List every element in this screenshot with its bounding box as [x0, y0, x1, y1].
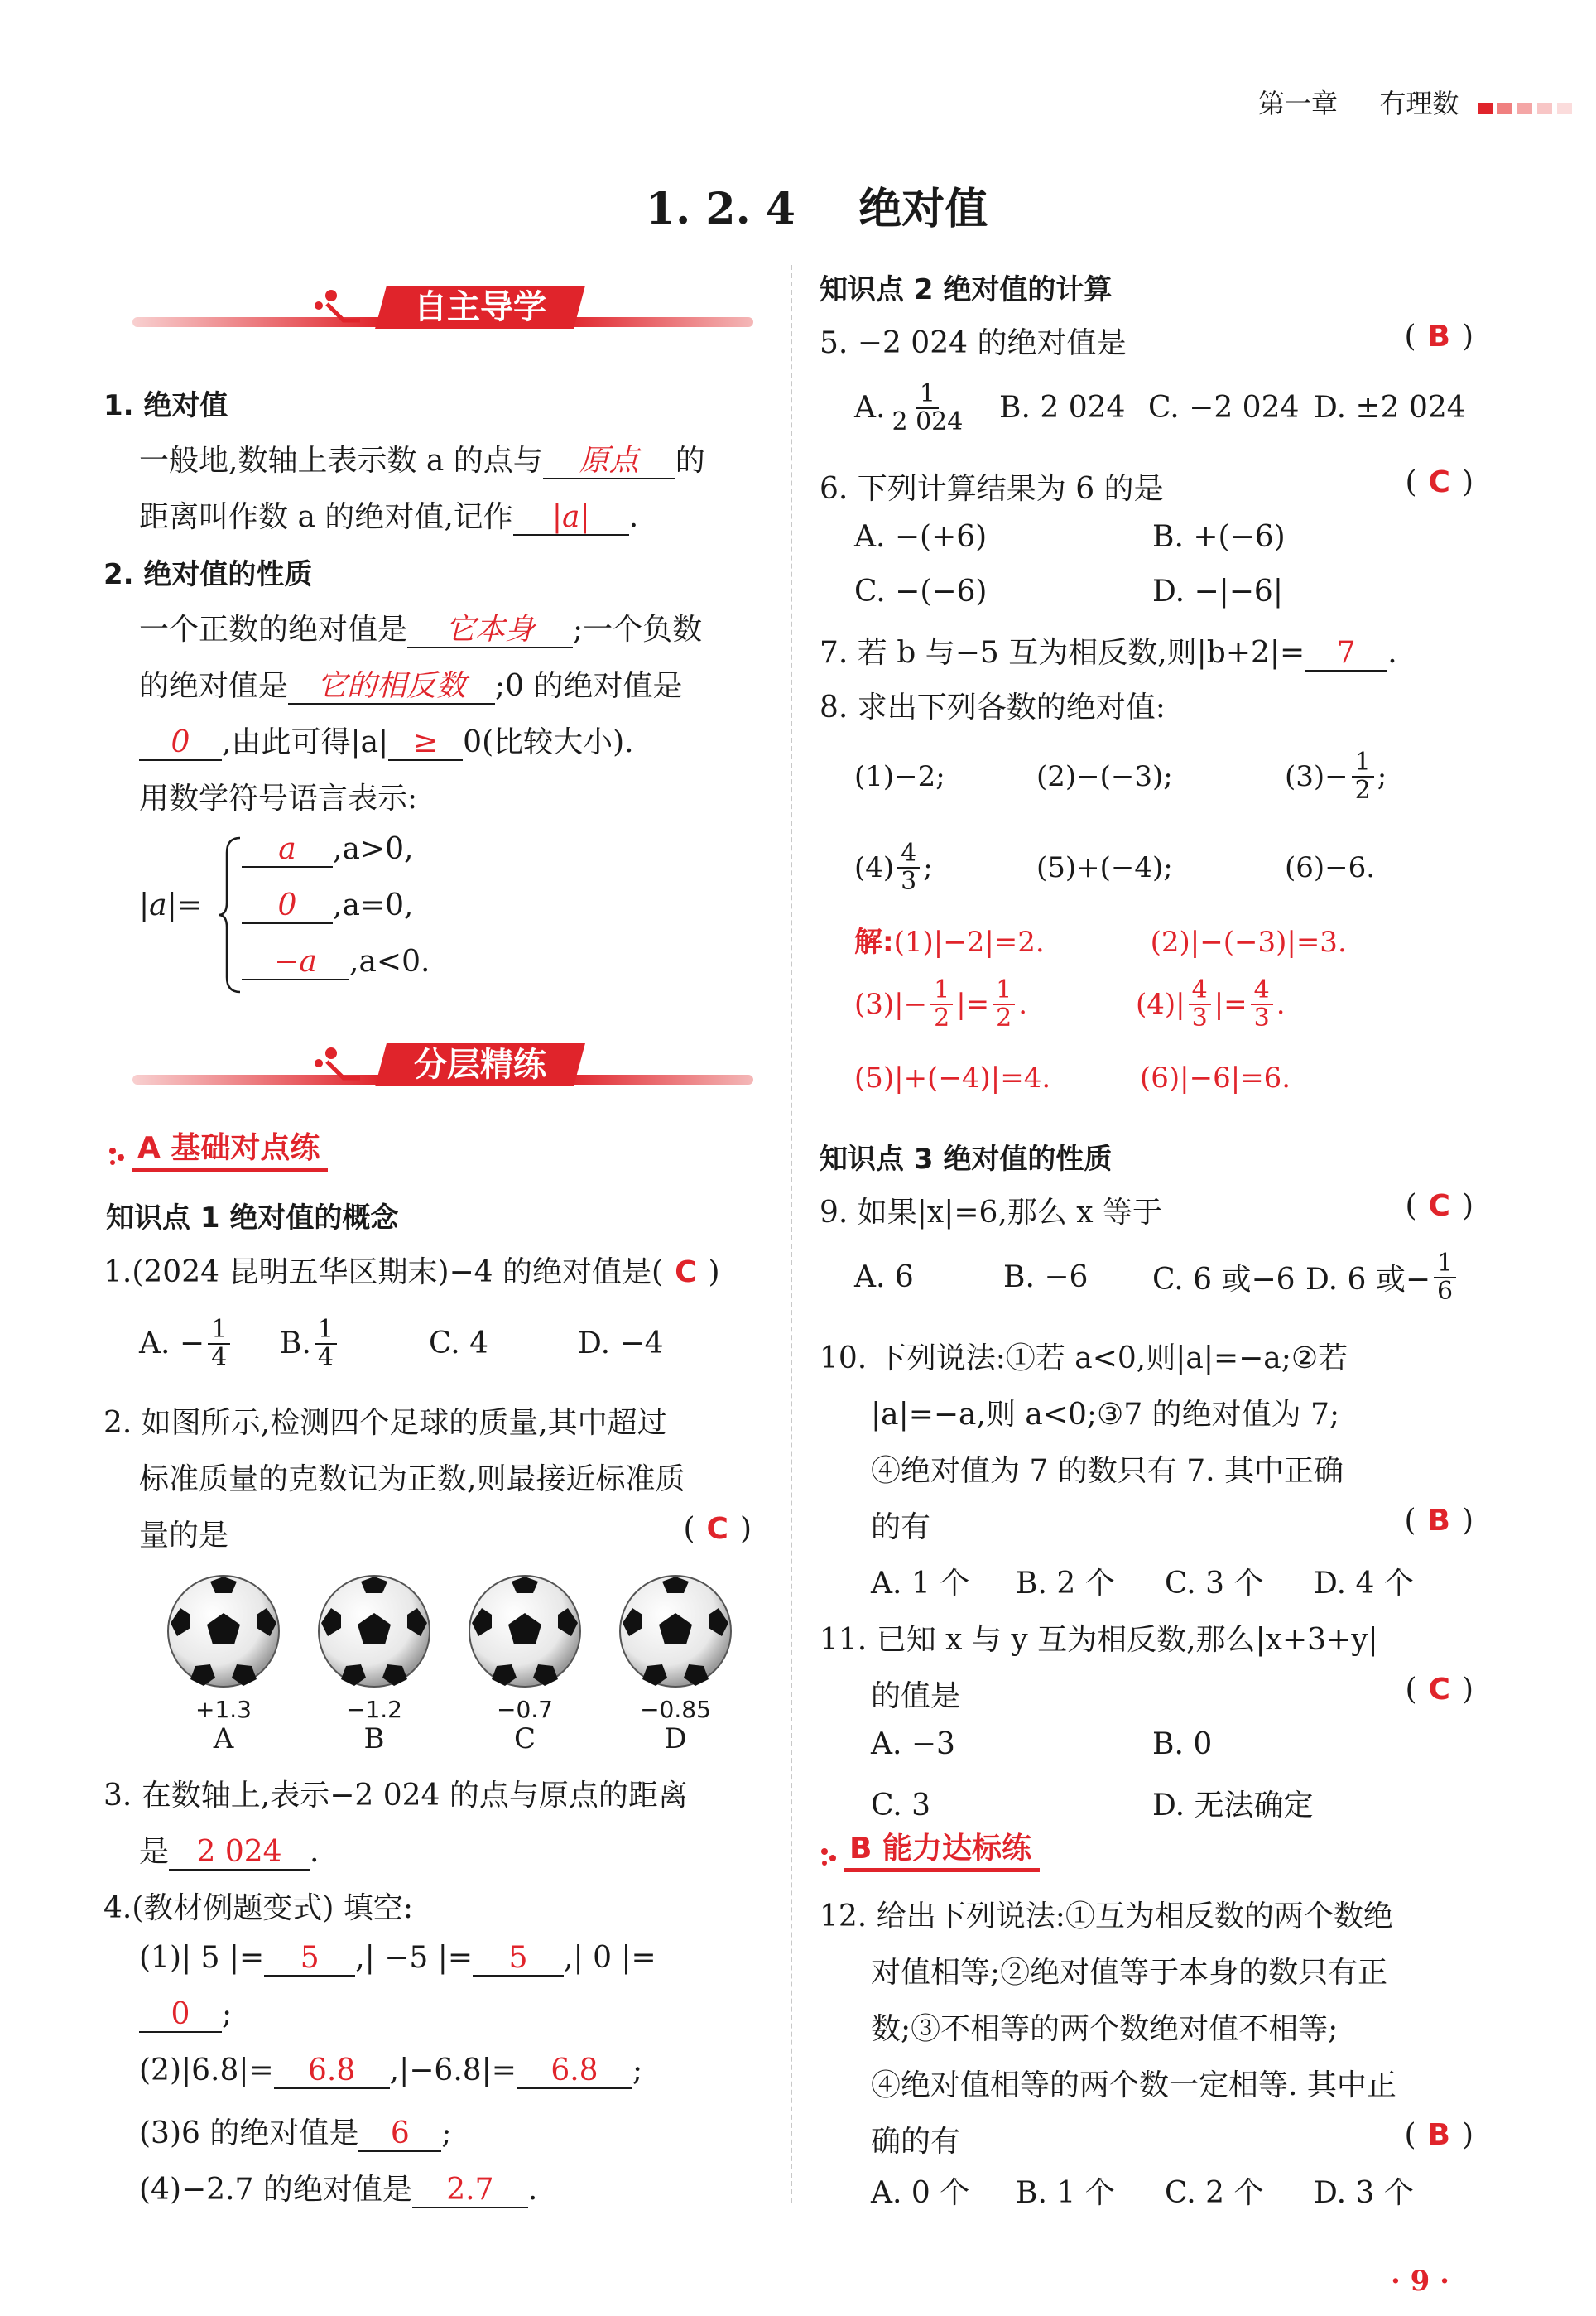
fraction: [993, 977, 1015, 1031]
ball-value: −1.2: [346, 1696, 402, 1723]
fraction: [315, 1317, 337, 1370]
def-line2: 距离叫作数 a 的绝对值,记作 |a| .: [139, 500, 639, 534]
q1-option-b-label: B.: [280, 1327, 311, 1360]
case1-cond: ,a>0,: [333, 832, 414, 866]
def-text2: 距离叫作数 a 的绝对值,记作: [139, 500, 513, 534]
q4-4: (4)−2.7 的绝对值是: [139, 2173, 412, 2207]
running-person-icon: [298, 1045, 364, 1086]
q9-option-a: A. 6: [854, 1260, 914, 1294]
q2-line3: [139, 1512, 752, 1554]
frac-num: 1: [1352, 749, 1374, 778]
q4-4-line: (4)−2.7 的绝对值是 2.7 .: [139, 2173, 538, 2207]
section-b-label: B 能力达标练: [849, 1832, 1031, 1866]
case3-cond: ,a<0.: [349, 945, 430, 979]
case2-cond: ,a=0,: [333, 888, 414, 922]
blank-notation: |a|: [513, 501, 629, 536]
ball-label: A: [213, 1722, 234, 1755]
frac-num: 1: [208, 1317, 230, 1345]
blank-q3: 2 024: [169, 1836, 310, 1871]
page-title: [646, 174, 988, 236]
frac-num: 1: [315, 1317, 337, 1345]
fraction: [208, 1317, 230, 1370]
q12-line5: [871, 2118, 1473, 2160]
frac-num: 1: [916, 381, 939, 409]
frac-den: 4: [317, 1342, 334, 1372]
q5-options: [854, 381, 1466, 435]
q12-line1: 12. 给出下列说法:①互为相反数的两个数绝: [820, 1900, 1393, 1933]
section-dots-icon: [820, 1840, 846, 1860]
q8-item3: (3)− $\frac{1}{2}$ ;: [1285, 748, 1387, 805]
q10-option-d: D. 4 个: [1314, 1567, 1414, 1601]
q9-option-d: [1305, 1250, 1459, 1304]
prop-line4: 用数学符号语言表示:: [139, 782, 418, 816]
q11-option-b: B. 0: [1152, 1727, 1213, 1761]
q8-row2: [854, 840, 1375, 894]
blank-q4-1c: 0: [139, 1998, 222, 2033]
q12-line3: 数;③不相等的两个数绝对值不相等;: [871, 2012, 1339, 2046]
q8-item3-label: (3)−: [1285, 759, 1348, 793]
frac-den: 3: [1253, 1003, 1270, 1033]
q5-answer-paren: ( B ): [1404, 320, 1473, 354]
q1-option-c: C. 4: [429, 1327, 489, 1360]
soccer-ball-icon: [467, 1573, 583, 1689]
q12-option-a: A. 0 个: [871, 2176, 970, 2210]
blank-case1: a: [242, 833, 333, 868]
blank-q4-1a: 5: [264, 1942, 355, 1977]
q9-stem: [820, 1189, 1473, 1231]
q10-line3: ④绝对值为 7 的数只有 7. 其中正确: [871, 1454, 1344, 1488]
q8-item6: (6)−6.: [1285, 850, 1376, 884]
banner-practice-label: 分层精练: [414, 1046, 546, 1084]
q9-option-c: C. 6 或−6: [1152, 1263, 1296, 1297]
column-divider: [791, 265, 792, 2203]
q4-3-line: (3)6 的绝对值是 6 ;: [139, 2116, 452, 2150]
q7-line: 7. 若 b 与−5 互为相反数,则|b+2|= 7 .: [820, 636, 1397, 670]
q4-1a: (1)| 5 |=: [139, 1941, 265, 1975]
q1-option-d: D. −4: [578, 1327, 664, 1360]
q6-answer: C: [1428, 465, 1450, 499]
heading-absolute-value: 1. 绝对值: [103, 389, 228, 422]
q5-option-b: B. 2 024: [999, 391, 1126, 425]
q9-option-d-label: D. 6 或−: [1305, 1263, 1430, 1297]
q12-line4: ④绝对值相等的两个数一定相等. 其中正: [871, 2068, 1396, 2102]
prop-text3: ,由此可得|a|: [222, 725, 389, 759]
q4-3: (3)6 的绝对值是: [139, 2116, 359, 2150]
q1-options: [139, 1317, 735, 1370]
q8-item2: (2)−(−3);: [1036, 759, 1173, 793]
q2-answer: C: [706, 1512, 728, 1546]
frac-den: 2: [996, 1003, 1012, 1033]
frac-num: 1: [930, 977, 953, 1005]
q11-option-c: C. 3: [871, 1789, 931, 1822]
q12-option-b: B. 1 个: [1016, 2176, 1115, 2210]
q5-text: 5. −2 024 的绝对值是: [820, 326, 1127, 360]
q8-item4: (4) $\frac{4}{3}$ ;: [854, 839, 933, 896]
q10-options: [871, 1560, 1414, 1602]
soccer-ball-icon: [316, 1573, 432, 1689]
def-text1-end: 的: [675, 444, 705, 478]
q10-line2: |a|=−a,则 a<0;③7 的绝对值为 7;: [871, 1398, 1340, 1432]
q6-row2: [854, 575, 1283, 609]
def-line1: [139, 437, 705, 479]
prop-text1: 一个正数的绝对值是: [139, 613, 408, 647]
q11-option-a: A. −3: [871, 1727, 955, 1761]
case-row3: [242, 945, 430, 980]
case-row1: [242, 832, 413, 868]
q3-line2: 是 2 024 .: [139, 1835, 320, 1869]
soccer-ball-icon: [618, 1573, 733, 1689]
frac-num: 1: [993, 977, 1015, 1005]
q2-line1: 2. 如图所示,检测四个足球的质量,其中超过: [103, 1406, 667, 1440]
ball-label: B: [363, 1722, 385, 1755]
frac-num: 1: [1434, 1250, 1456, 1278]
q1-text: 1.(2024 昆明五华区期末)−4 的绝对值是(: [103, 1255, 664, 1289]
fraction: [1251, 977, 1273, 1031]
def-text1: 一般地,数轴上表示数 a 的点与: [139, 444, 543, 478]
q8-row1: [854, 749, 1387, 803]
brace-icon: [217, 836, 242, 994]
blank-q4-2b: 6.8: [517, 2054, 632, 2089]
q10-text4: 的有: [871, 1510, 931, 1544]
frac-num: 4: [1189, 977, 1211, 1005]
case-row2: [242, 888, 413, 924]
q2-line2: 标准质量的克数记为正数,则最接近标准质: [139, 1462, 685, 1496]
prop-line1: [139, 606, 702, 648]
banner-practice: [108, 1043, 753, 1093]
title-text: 绝对值: [858, 185, 988, 234]
q11-text2: 的值是: [871, 1679, 961, 1713]
blank-q4-3: 6: [358, 2117, 441, 2152]
q6-option-a: A. −(+6): [854, 520, 988, 554]
q3-text2: 是: [139, 1835, 170, 1869]
q8-stem: 8. 求出下列各数的绝对值:: [820, 691, 1166, 725]
prop-text1-end: ;一个负数: [573, 613, 703, 647]
solution-row3: [854, 1062, 1291, 1095]
solution-3-a: (3)|−: [854, 987, 928, 1021]
q11-line1: 11. 已知 x 与 y 互为相反数,那么|x+3+y|: [820, 1623, 1378, 1657]
q6-stem: [820, 465, 1473, 508]
frac-den: 4: [211, 1342, 228, 1372]
solution-3: (3)|− $\frac{1}{2}$ |= $\frac{1}{2}$ .: [854, 975, 1028, 1033]
solution-6: (6)|−6|=6.: [1140, 1062, 1291, 1095]
prop-text3-end: 0(比较大小).: [463, 725, 634, 759]
section-a-label: A 基础对点练: [137, 1131, 320, 1165]
q12-option-c: C. 2 个: [1165, 2176, 1264, 2210]
ball-value: −0.85: [640, 1696, 711, 1723]
frac-num: 4: [897, 840, 920, 869]
q6-text: 6. 下列计算结果为 6 的是: [820, 472, 1164, 506]
header-decoration: [1478, 89, 1572, 121]
q12-line2: 对值相等;②绝对值等于本身的数只有正: [871, 1956, 1388, 1990]
q9-text: 9. 如果|x|=6,那么 x 等于: [820, 1196, 1163, 1230]
q4-1b: ,| −5 |=: [355, 1941, 474, 1975]
kp3-heading: 知识点 3 绝对值的性质: [820, 1143, 1113, 1176]
q6-option-d: D. −|−6|: [1152, 575, 1283, 609]
q2-text3: 量的是: [139, 1519, 229, 1553]
q6-option-c: C. −(−6): [854, 575, 988, 609]
solution-2: (2)|−(−3)|=3.: [1150, 926, 1347, 959]
q9-answer-paren: ( C ): [1405, 1189, 1473, 1223]
q1-close: ): [708, 1255, 720, 1289]
blank-case3: −a: [242, 946, 349, 980]
q4-2-line: (2)|6.8|= 6.8 ,|−6.8|= 6.8 ;: [139, 2054, 643, 2087]
section-dots-icon: [108, 1139, 134, 1159]
q11-row1: [871, 1727, 1212, 1761]
q8-item5: (5)+(−4);: [1036, 850, 1173, 884]
page-number: · 9 ·: [1391, 2265, 1450, 2298]
q5-option-a: [854, 381, 999, 435]
case-lhs: |a|=: [139, 888, 202, 922]
solution-row1: [854, 919, 1347, 960]
q4-1c: ,| 0 |=: [564, 1941, 656, 1975]
q12-answer-paren: ( B ): [1404, 2118, 1473, 2152]
ball-value: −0.7: [497, 1696, 553, 1723]
q4-2b: ,|−6.8|=: [389, 2054, 517, 2087]
blank-zero: 0: [139, 726, 222, 761]
chapter-title: 有理数: [1379, 88, 1459, 119]
kp2-heading: 知识点 2 绝对值的计算: [820, 273, 1113, 306]
q6-option-b: B. +(−6): [1152, 520, 1286, 554]
q1-option-b: [280, 1317, 429, 1370]
prop-line2: [139, 662, 683, 705]
q9-option-b: B. −6: [1003, 1260, 1089, 1294]
blank-case2: 0: [242, 889, 333, 924]
kp1-heading: 知识点 1 绝对值的概念: [106, 1201, 399, 1235]
frac-den: 6: [1436, 1276, 1454, 1306]
frac-den: 2 024: [892, 407, 964, 436]
q10-option-b: B. 2 个: [1016, 1567, 1115, 1601]
prop-text2: 的绝对值是: [139, 669, 289, 703]
frac-den: 2: [934, 1003, 950, 1033]
q11-line2: [871, 1673, 1473, 1715]
fraction: [930, 977, 953, 1031]
running-person-icon: [298, 287, 364, 329]
banner-self-study-label: 自主导学: [414, 288, 546, 326]
q10-line1: 10. 下列说法:①若 a<0,则|a|=−a;②若: [820, 1341, 1348, 1375]
solution-4-a: (4)|: [1136, 987, 1185, 1021]
q1-answer: C: [675, 1255, 697, 1289]
prop-text2-end: ;0 的绝对值是: [495, 669, 683, 703]
solution-5: (5)|+(−4)|=4.: [854, 1062, 1051, 1095]
fraction: [1352, 749, 1374, 803]
heading-properties: 2. 绝对值的性质: [103, 558, 313, 591]
chapter-header: [1258, 83, 1572, 121]
ball-label: C: [513, 1722, 536, 1755]
blank-q4-1b: 5: [473, 1942, 564, 1977]
solution-1: (1)|−2|=2.: [893, 926, 1045, 959]
q10-answer-paren: ( B ): [1404, 1504, 1473, 1538]
q12-option-d: D. 3 个: [1314, 2176, 1414, 2210]
frac-den: 2: [1354, 775, 1371, 805]
q7-text: 7. 若 b 与−5 互为相反数,则|b+2|=: [820, 636, 1305, 670]
ball-label: D: [664, 1722, 687, 1755]
q6-answer-paren: ( C ): [1405, 465, 1473, 499]
blank-geq: ≥: [388, 726, 463, 761]
q11-answer: C: [1428, 1673, 1450, 1707]
blank-origin: 原点: [543, 445, 675, 479]
solution-4-b: |=: [1214, 987, 1247, 1021]
q5-stem: [820, 320, 1473, 362]
q5-option-a-label: A.: [854, 391, 886, 425]
frac-den: 3: [1191, 1003, 1208, 1033]
q4-2a: (2)|6.8|=: [139, 2054, 274, 2087]
q10-option-a: A. 1 个: [871, 1567, 970, 1601]
title-number: 1. 2. 4: [646, 184, 796, 234]
q1-option-a-label: A. −: [139, 1327, 205, 1360]
q4-1-line: [139, 1941, 656, 1977]
q5-option-c: C. −2 024: [1148, 391, 1300, 425]
solution-4: (4)| $\frac{4}{3}$ |= $\frac{4}{3}$ .: [1136, 975, 1286, 1033]
section-a-heading: [108, 1124, 320, 1167]
fraction: [1189, 977, 1211, 1031]
banner-self-study: [108, 286, 753, 335]
fraction: [888, 381, 966, 435]
q4-stem: 4.(教材例题变式) 填空:: [103, 1891, 414, 1925]
q4-1-line2: 0 ;: [139, 1997, 232, 2033]
q12-answer: B: [1427, 2118, 1450, 2152]
q11-option-d: D. 无法确定: [1152, 1789, 1314, 1822]
solution-3-b: |=: [956, 987, 990, 1021]
q12-options: [871, 2169, 1414, 2212]
q12-text5: 确的有: [871, 2125, 961, 2159]
q10-option-c: C. 3 个: [1165, 1567, 1264, 1601]
prop-line3: [139, 719, 634, 761]
q9-options: [854, 1250, 1459, 1304]
q5-answer: B: [1427, 320, 1450, 354]
q8-item1: (1)−2;: [854, 759, 945, 793]
ball-value: +1.3: [195, 1696, 252, 1723]
blank-itself: 它本身: [407, 614, 573, 648]
q10-answer: B: [1427, 1504, 1450, 1538]
q10-line4: [871, 1504, 1473, 1546]
blank-q4-4: 2.7: [412, 2174, 528, 2208]
section-b-heading: [820, 1825, 1031, 1867]
q9-answer: C: [1428, 1189, 1450, 1223]
blank-q4-2a: 6.8: [274, 2054, 390, 2089]
q2-answer-paren: ( C ): [683, 1512, 752, 1546]
solution-label: 解:: [854, 926, 894, 959]
fraction: [897, 840, 920, 894]
q3-line1: 3. 在数轴上,表示−2 024 的点与原点的距离: [103, 1779, 688, 1813]
q1-stem: [103, 1249, 720, 1291]
frac-den: 3: [901, 866, 917, 896]
q11-row2: [871, 1782, 1313, 1824]
blank-q7: 7: [1305, 637, 1387, 672]
soccer-ball-icon: [166, 1573, 281, 1689]
q5-option-d: D. ±2 024: [1314, 391, 1466, 425]
q6-row1: [854, 520, 1286, 554]
q8-item4-label: (4): [854, 850, 895, 884]
q11-answer-paren: ( C ): [1405, 1673, 1473, 1707]
solution-row2: [854, 977, 1286, 1031]
blank-opposite: 它的相反数: [288, 670, 495, 705]
frac-num: 4: [1251, 977, 1273, 1005]
chapter-label: 第一章: [1258, 88, 1339, 119]
fraction: [1434, 1250, 1456, 1304]
q1-option-a: [139, 1317, 280, 1370]
